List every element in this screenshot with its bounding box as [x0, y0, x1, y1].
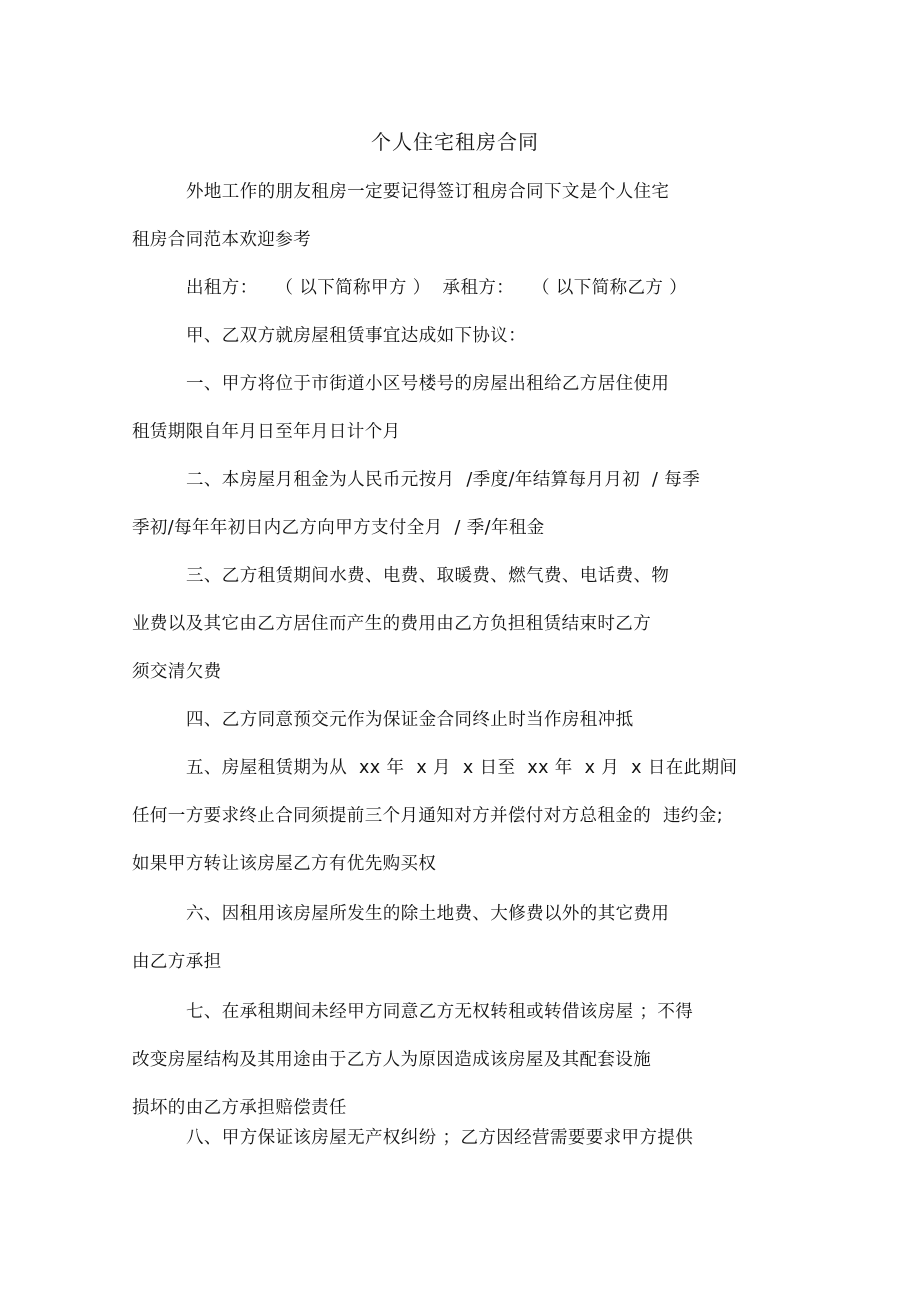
- clause-1-line-2: 租赁期限自年月日至年月日计个月: [132, 422, 401, 442]
- clause-6-line-1: 六、因租用该房屋所发生的除土地费、大修费以外的其它费用: [186, 904, 670, 924]
- clause-2-line-1: 二、本房屋月租金为人民币元按月 /季度/年结算每月月初 / 每季: [186, 470, 701, 490]
- clause-5-line-2: 任何一方要求终止合同须提前三个月通知对方并偿付对方总租金的 违约金;: [132, 806, 724, 826]
- clause-5-line-3: 如果甲方转让该房屋乙方有优先购买权: [132, 854, 437, 874]
- clause-3-line-3: 须交清欠费: [132, 662, 222, 682]
- clause-3-line-1: 三、乙方租赁期间水费、电费、取暖费、燃气费、电话费、物: [186, 566, 670, 586]
- clause-7-line-2: 改变房屋结构及其用途由于乙方人为原因造成该房屋及其配套设施: [132, 1050, 652, 1070]
- clause-7-line-1: 七、在承租期间未经甲方同意乙方无权转租或转借该房屋 ；不得: [186, 1002, 694, 1022]
- clause-5-line-1: 五、房屋租赁期为从 xx 年 x 月 x 日至 xx 年 x 月 x 日在此期间: [186, 758, 738, 778]
- clause-1-line-1: 一、甲方将位于市街道小区号楼号的房屋出租给乙方居住使用: [186, 374, 670, 394]
- agreement-preamble: 甲、乙双方就房屋租赁事宜达成如下协议：: [186, 326, 527, 346]
- document-title: 个人住宅租房合同: [371, 130, 539, 154]
- intro-line-1: 外地工作的朋友租房一定要记得签订租房合同下文是个人住宅: [186, 182, 670, 202]
- clause-6-line-2: 由乙方承担: [132, 952, 222, 972]
- parties-line: 出租方： （ 以下简称甲方 ） 承租方： （ 以下简称乙方 ）: [186, 278, 688, 298]
- clause-7-line-3: 损坏的由乙方承担赔偿责任: [132, 1098, 347, 1118]
- intro-line-2: 租房合同范本欢迎参考: [132, 230, 311, 250]
- clause-2-line-2: 季初/每年年初日内乙方向甲方支付全月 / 季/年租金: [132, 518, 545, 538]
- clause-8-line-1: 八、甲方保证该房屋无产权纠纷 ；乙方因经营需要要求甲方提供: [186, 1128, 694, 1148]
- clause-4-line-1: 四、乙方同意预交元作为保证金合同终止时当作房租冲抵: [186, 710, 634, 730]
- clause-3-line-2: 业费以及其它由乙方居住而产生的费用由乙方负担租赁结束时乙方: [132, 614, 652, 634]
